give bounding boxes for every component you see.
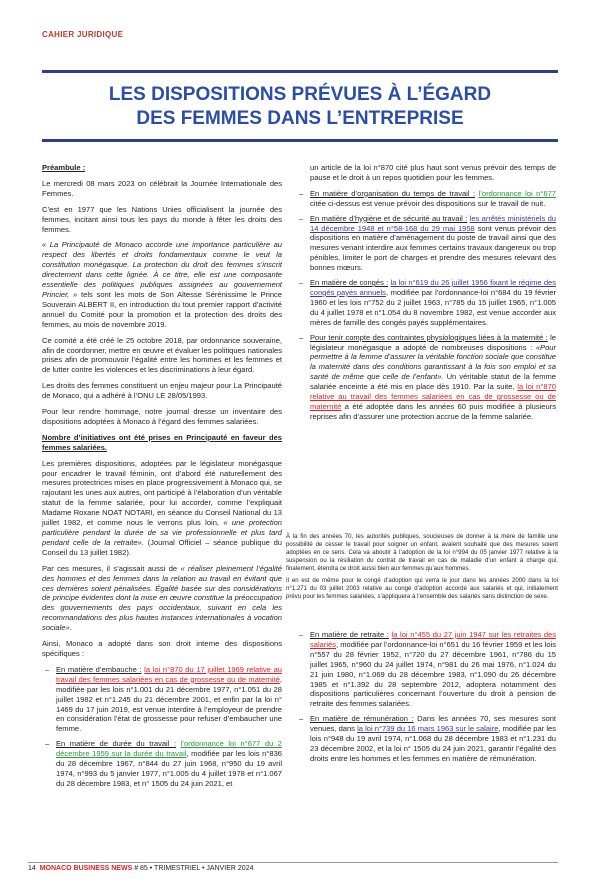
text: , modifiée par l’ordonnance-loi n°651 du 16 février 1959 et les lois n°557 du 28 février 1952, n°720 du 27 décembre 1961, n°786 du 15 juillet 1965, n°960 du 24 juillet 1974, n°981 du 26 mai 1976, n°1.024 du 21 juin 1980, n°1.069 du 28 décembre 1983, n°1.090 du 26 décembre 1985 et n°1.392 du 28 septembre 2012, adoptera notamment des dispositions particulières concernant l’ouverture du droit à pension de retraite des femmes salariées. [310,639,556,709]
item-heading: Pour tenir compte des contraintes physiologiques liées à la maternité : [310,332,548,342]
law-reference: la loi n°739 du 16 mars 1963 sur le salaire [357,724,499,734]
paragraph: Les droits des femmes constituent un enjeu majeur pour La Principauté de Monaco, qui a adhéré à l’ONU LE 28/05/1993. [42,381,282,401]
list-item [296,214,556,273]
item-heading: En matière de rémunération : [310,714,414,724]
quote: «Pour permettre à la femme d’assurer la véritable fonction sociale que constitue la maternité dans des conditions garantissant à la fois son emploi et sa santé de même que celle de l’enfant». [310,342,556,382]
text: a été adoptée dans les années 60 puis modifiée à plusieurs reprises afin d’assurer une protection accrue de la femme salariée. [310,401,556,421]
page-title [42,83,558,131]
law-reference: l’ordonnance loi n°677 [478,188,556,198]
paragraph: Le mercredi 08 mars 2023 on célébrait la Journée Internationale des Femmes. [42,178,282,198]
text: sont venus prévoir des dispositions en matière d’aménagement du poste de travail ainsi que des mesures venant interdire aux femmes certains travaux dangereux ou trop pénibles, limiter le port de charges et prendre des mesures relevant des bonnes mœurs. [310,223,556,273]
text: Un véritable statut de la femme salariée enceinte a été mis en place dès 1910. Par la suite, [310,372,556,392]
quote: « La Principauté de Monaco accorde une importance particulière au respect des libertés et droits fondamentaux comme le veut la constitution monégasque. La protection du droit des femmes s’inscrit directement dans cette lignée. À ce titre, elle est une composante essentielle des politiques publiques assignées au gouvernement Princier, » [42,240,282,299]
law-reference: la loi n°619 du 26 juillet 1956 fixant le régime des congés payés annuels [310,278,556,297]
paragraph: un article de la loi n°870 cité plus haut sont venus prévoir des temps de pause et le droit à un repos quotidien pour les femmes. [310,163,556,182]
text: tels sont les mots de Son Altesse Sérénissime le Prince Souverain ALBERT II, en introduction du tout premier rapport d’activité annuel du Comité pour la promotion et la protection des droits des femmes, au mois de novembre 2019. [42,289,283,329]
item-heading: En matière d’hygiène et de sécurité au travail : [310,213,468,223]
law-reference: les arrêtés ministériels du 14 décembre 1948 et n°58-168 du 29 mai 1958 [310,213,556,233]
text: , modifiée par les lois n°1.001 du 21 décembre 1977, n°1.051 du 28 juillet 1982 et n°1.245 du 21 décembre 2001, et enfin par la loi n° 1469 du 17 juin 2019, est venue interdire à l’employeur de prendre en considération l’état de grossesse pour refuser d’embaucher une femme. [56,674,282,734]
paragraph: C’est en 1977 que les Nations Unies officialisent la journée des femmes, incitant ainsi tous les pays du monde à fêter les droits des femmes. [42,204,282,234]
text: Dans les années 70, ses mesures sont venues, dans [310,714,557,734]
item-heading: En matière de retraite : [310,630,389,639]
heading-initiatives: Nombre d’initiatives ont été prises en Principauté en faveur des femmes salariées. [42,432,282,452]
right-column [296,163,556,427]
provisions-list [42,665,282,789]
right-column-lower [296,630,556,769]
text: , modifiée par l’ordonnance-loi n°684 du 19 février 1960 et les lois n°752 du 2 juillet 1963, n°785 du 15 juillet 1965, n°1.005 du 4 juillet 1978 et n°1.054 du 8 novembre 1982, est venue accorder aux mères de famille des congés payés supplémentaires. [310,287,556,327]
paragraph [42,564,282,633]
list-item [42,739,282,789]
paragraph [42,459,282,558]
paragraph: Pour leur rendre hommage, notre journal dresse un inventaire des dispositions adoptées à Monaco à l’égard des femmes salariées. [42,407,282,426]
section-label: CAHIER JURIDIQUE [42,30,124,39]
paragraph: Ainsi, Monaco a adopté dans son droit interne des dispositions spécifiques : [42,639,282,658]
text: citée ci-dessus est venue prévoir des dispositions sur le travail de nuit. [310,198,546,208]
paragraph: Ce comité a été créé le 25 octobre 2018, par ordonnance souveraine, afin de coordonner, mettre en œuvre et évaluer les politiques nationales prises afin de promouvoir l’égalité entre les hommes et les femmes et de lutter contre les violences et les discriminations à leur égard. [42,335,282,375]
title-line-1: LES DISPOSITIONS PRÉVUES À L’ÉGARD [108,84,492,105]
quote: « réaliser pleinement l’égalité des hommes et des femmes dans la relation au travail en évitant que ces dernières soient pénalisées. Égalité basée sur des considérations de principe évidentes dont la mise en œuvre constitue la préoccupation des gouvernements des pays occidentaux, suivant en cela les recommandations des plus hautes instances internationales à vocation sociale». [42,563,283,633]
text: , modifiée par les lois n°948 du 19 avril 1974, n°1.068 du 28 décembre 1983 et n°1.231 du 23 décembre 2002, et la loi n° 1505 du 24 juin 2021, garantir l’égalité des droits entre les hommes et les femmes en matière de rémunération. [310,724,556,763]
left-column [42,163,282,794]
text: le législateur monégasque a adopté de nombreuses dispositions : [310,332,556,352]
title-line-2: DES FEMMES DANS L’ENTREPRISE [136,108,464,129]
note-paragraph: Il en est de même pour le congé d’adoption qui verra le jour dans les années 2000 dans la loi n°1.271 du 03 juillet 2003 relative au congé d’adoption accordé aux salariés et qui, initialement prévu pour les femmes salariées, s’appliquera à l’ensemble des salariés sans distinction de sexe. [286,577,558,600]
list-item [296,278,556,328]
item-heading: En matière de congés : [310,278,389,288]
publication-name: MONACO BUSINESS NEWS [39,865,133,872]
list-item [296,333,556,422]
note-paragraph: À la fin des années 70, les autorités publiques, soucieuses de donner à la mère de famille une possibilité de cesser le travail pour soigner un enfant, avaient souhaité que des mesures soient adoptées en ce sens. Cela va aboutir à l’adoption de la loi n°994 du 05 janvier 1977 relative à la suspension ou la résiliation du contrat de travail en cas de maladie d’un enfant à charge qui, finalement, étendra ce droit aussi bien aux femmes qu’aux hommes. [286,533,558,572]
law-reference: la loi n°455 du 27 juin 1947 sur les retraites des salariés [310,630,556,649]
quote: « une protection particulière pendant la durée de sa vie professionnelle et plus tard pendant celle de la retraite». [42,518,282,547]
paragraph [42,240,282,329]
text: Les premières dispositions, adoptées par le législateur monégasque pour encadrer le travail féminin, ont d’abord été naturellement des mesures protectrices mises en place progressivement à Monaco qui, se rajoutant les unes aux autres, ont participé à l’élaboration d’un véritable statut de la femme salariée, pour lui accorder, comme l’expliquait Madame Roxane NOAT NOTARI, en séance du Conseil National du 13 juillet 1982, et comme nous le verrons plus loin, [42,458,282,528]
law-reference: l’ordonnance loi n°677 du 2 décembre 1959 sur la durée du travail [56,739,282,759]
heading-preambule: Préambule : [42,163,86,172]
text: , modifiée par les lois n°836 du 28 décembre 1967, n°844 du 27 juin 1968, n°950 du 19 avril 1974, n°993 du 5 janvier 1977, n°1.005 du 4 juillet 1978 et n°1.067 du 28 décembre 1983, et n° 1505 du 24 juin 2021, et [56,749,282,788]
text: Par ces mesures, il s’agissait aussi de [42,563,181,573]
text: (Journal Officiel – séance publique du Conseil du 13 juillet 1982). [42,537,282,557]
provisions-list [296,630,556,764]
title-box [42,70,558,142]
list-item [296,189,556,209]
item-heading: En matière d’embauche : [56,664,142,674]
provisions-list [296,189,556,422]
list-item [296,714,556,764]
page-number: 14 [28,865,36,872]
issue-info: # 85 • TRIMESTRIEL • JANVIER 2024 [134,865,254,872]
list-item [296,630,556,709]
footer [28,865,253,872]
footer-rule [28,862,558,863]
item-heading: En matière d’organisation du temps de travail : [310,188,476,198]
list-item [42,665,282,734]
item-heading: En matière de durée du travail : [56,739,177,749]
law-reference: la loi n°870 relative au travail des femmes salariées en cas de grossesse ou de maternité [310,382,556,411]
law-reference: la loi n°870 du 17 juillet 1969 relative au travail des femmes salariées en cas de grossesse ou de maternité [56,664,282,684]
notes-block [286,533,558,605]
